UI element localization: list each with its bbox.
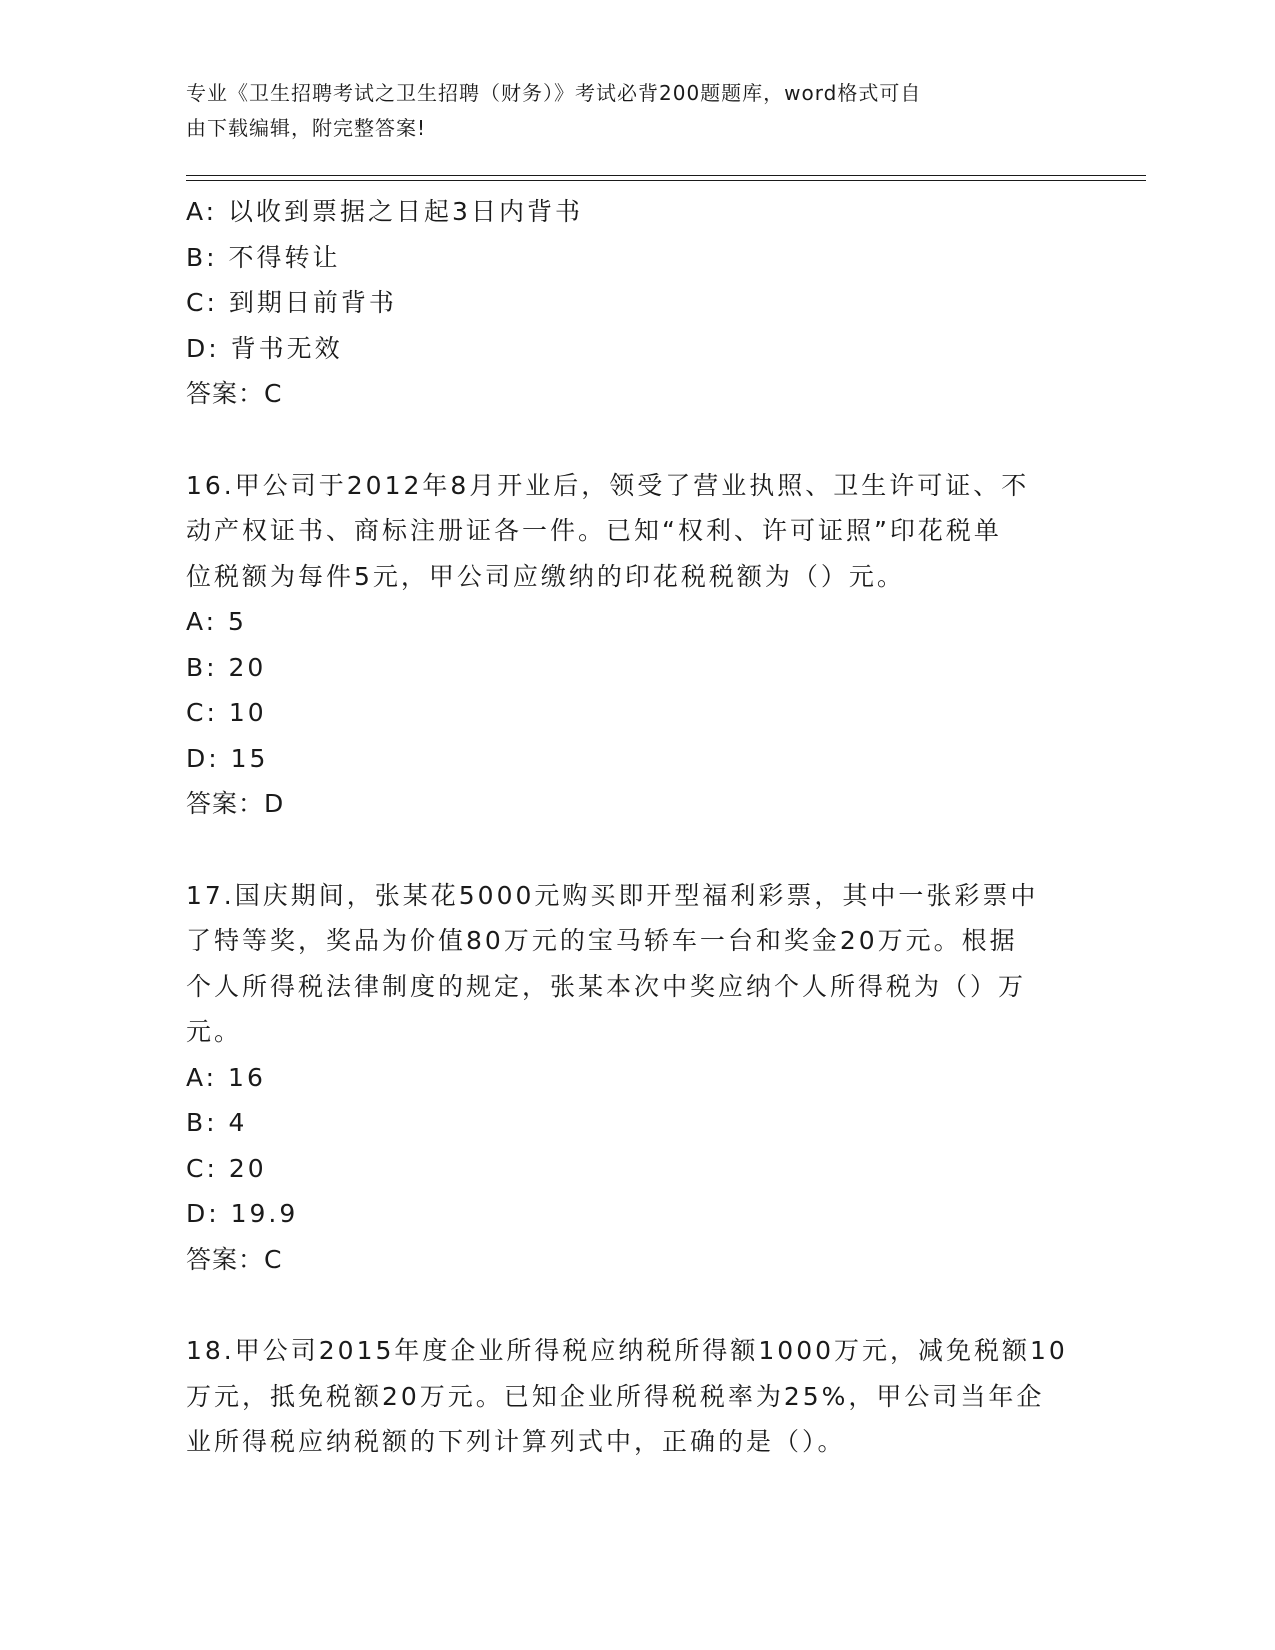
option-d: D: 19.9 [186,1199,299,1228]
question-15 [186,189,1086,417]
header-divider-top [186,175,1146,176]
answer-line: 答案：C [186,1244,283,1274]
header-line-2: 由下载编辑，附完整答案! [186,116,427,140]
option-a: A: 16 [186,1062,266,1092]
option-c: C: 10 [186,698,267,727]
header-line-1: 专业《卫生招聘考试之卫生招聘（财务）》考试必背200题题库，word格式可自 [186,81,922,105]
question-stem-line: 万元，抵免税额20万元。已知企业所得税税率为25%，甲公司当年企 [186,1381,1045,1411]
question-stem-line: 了特等奖，奖品为价值80万元的宝马轿车一台和奖金20万元。根据 [186,926,1018,955]
question-stem-line: 位税额为每件5元，甲公司应缴纳的印花税税额为（）元。 [186,561,905,591]
option-a: A: 5 [186,607,247,636]
question-16 [186,463,1086,827]
question-stem-line: 个人所得税法律制度的规定，张某本次中奖应纳个人所得税为（）万 [186,971,1027,1001]
option-c: C: 20 [186,1153,267,1183]
question-18 [186,1328,1086,1465]
question-stem-line: 16.甲公司于2012年8月开业后，领受了营业执照、卫生许可证、不 [186,470,1030,500]
question-stem-line: 18.甲公司2015年度企业所得税应纳税所得额1000万元，减免税额10 [186,1336,1068,1365]
option-d: D: 背书无效 [186,333,343,363]
option-b: B: 4 [186,1108,248,1137]
option-b: B: 不得转让 [186,242,341,272]
question-stem-line: 业所得税应纳税额的下列计算列式中，正确的是（）。 [186,1427,846,1456]
option-a: A: 以收到票据之日起3日内背书 [186,197,583,226]
question-stem-line: 元。 [186,1017,243,1046]
spacer [186,417,1086,463]
answer-line: 答案：C [186,379,283,408]
option-d: D: 15 [186,743,269,773]
document-header [186,76,1066,146]
answer-line: 答案：D [186,789,285,818]
question-17 [186,873,1086,1283]
document-page [186,0,1146,1650]
document-body [186,189,1086,1465]
question-stem-line: 动产权证书、商标注册证各一件。已知“权利、许可证照”印花税单 [186,516,1002,545]
header-divider-bottom [186,180,1146,181]
option-b: B: 20 [186,652,267,682]
spacer [186,1282,1086,1328]
question-stem-line: 17.国庆期间，张某花5000元购买即开型福利彩票，其中一张彩票中 [186,880,1039,910]
spacer [186,827,1086,873]
option-c: C: 到期日前背书 [186,288,397,317]
